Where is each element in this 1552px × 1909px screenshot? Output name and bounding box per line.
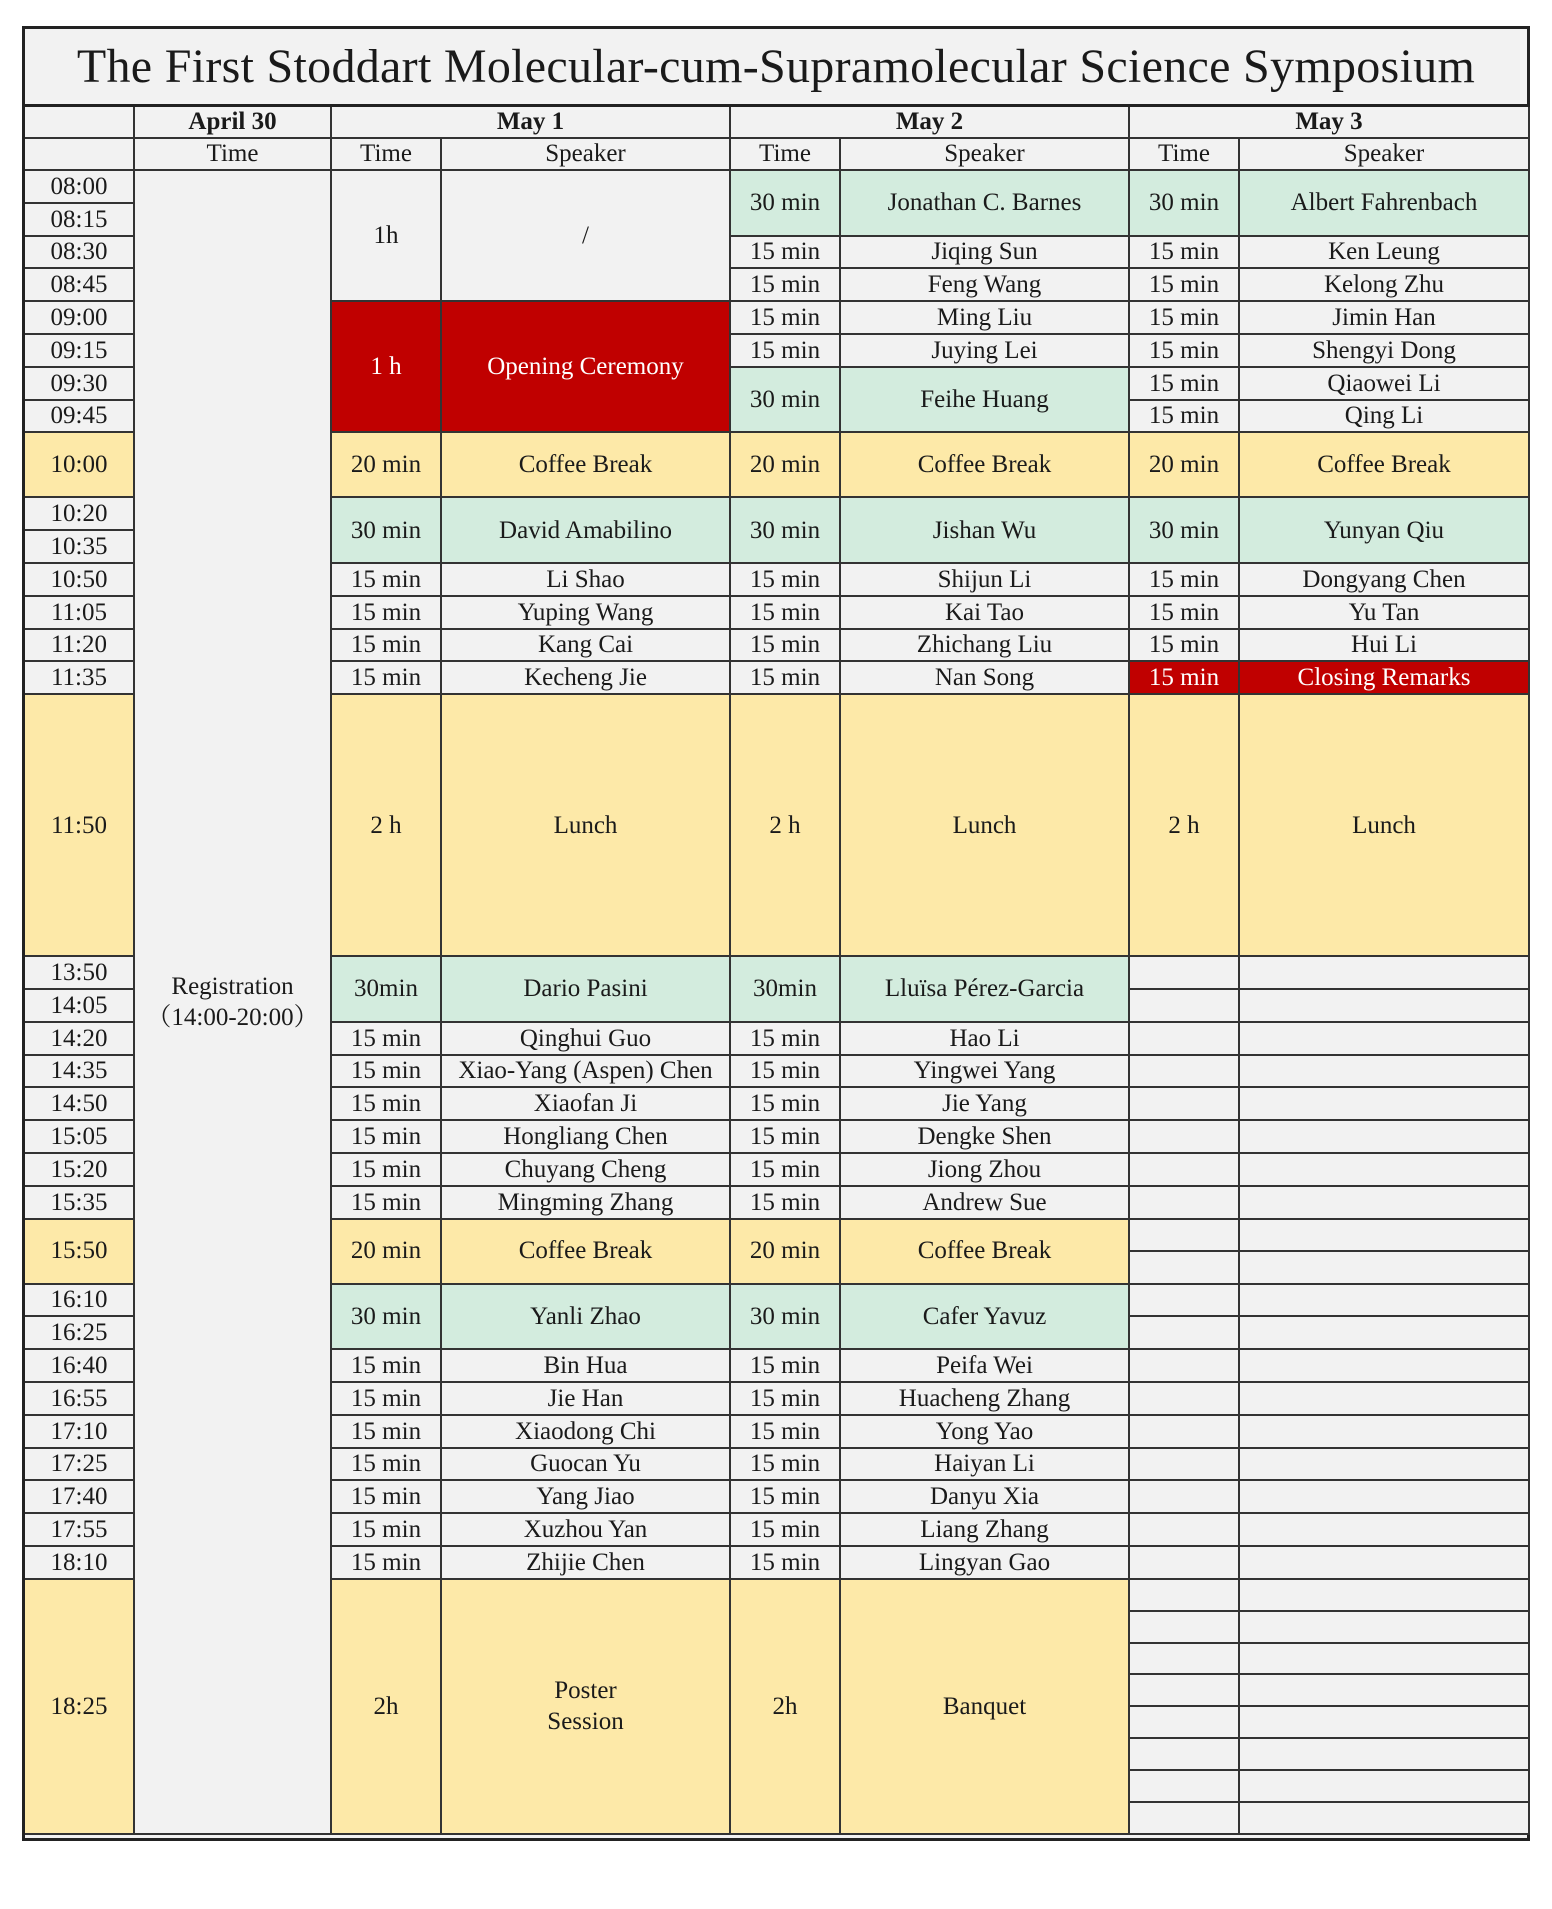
empty-cell: [1240, 1514, 1530, 1547]
empty-cell: [1240, 1612, 1530, 1644]
session-duration: 15 min: [731, 1023, 841, 1056]
session-duration: 2h: [731, 1580, 841, 1835]
session-duration: 15 min: [731, 1187, 841, 1220]
registration-cell: Registration （14:00-20:00）: [135, 171, 332, 1835]
time-slot: 16:10: [25, 1285, 135, 1318]
empty-cell: [1130, 1416, 1240, 1449]
session-speaker: Shengyi Dong: [1240, 335, 1530, 368]
empty-cell: [1130, 1449, 1240, 1482]
session-duration: 15 min: [332, 1121, 442, 1154]
session-duration: 2 h: [731, 695, 841, 957]
empty-cell: [1130, 990, 1240, 1023]
time-slot: 17:55: [25, 1514, 135, 1547]
empty-cell: [1130, 1154, 1240, 1187]
empty-cell: [1240, 1416, 1530, 1449]
session-speaker: Jimin Han: [1240, 302, 1530, 335]
session-duration: 15 min: [731, 335, 841, 368]
day-header-april30: April 30: [135, 107, 332, 139]
time-slot: 10:00: [25, 433, 135, 498]
time-slot: 08:30: [25, 237, 135, 270]
session-speaker: Chuyang Cheng: [442, 1154, 731, 1187]
time-slot: 14:05: [25, 990, 135, 1023]
session-duration: 15 min: [731, 1416, 841, 1449]
session-speaker: Coffee Break: [841, 1220, 1130, 1285]
time-slot: 09:00: [25, 302, 135, 335]
session-duration: 15 min: [731, 1514, 841, 1547]
session-duration: 15 min: [332, 1449, 442, 1482]
session-speaker: Xiaodong Chi: [442, 1416, 731, 1449]
session-duration: 15 min: [731, 662, 841, 695]
session-speaker: Yu Tan: [1240, 597, 1530, 630]
empty-cell: [1130, 1252, 1240, 1285]
time-slot: 17:25: [25, 1449, 135, 1482]
session-duration: 20 min: [731, 1220, 841, 1285]
empty-cell: [1240, 1547, 1530, 1580]
session-duration: 15 min: [731, 1121, 841, 1154]
session-duration: 2 h: [1130, 695, 1240, 957]
subheader-time: Time: [731, 139, 841, 171]
session-speaker: /: [442, 171, 731, 302]
time-slot: 16:55: [25, 1383, 135, 1416]
empty-cell: [1130, 1547, 1240, 1580]
empty-cell: [1130, 1220, 1240, 1253]
session-speaker: Qiaowei Li: [1240, 368, 1530, 401]
empty-cell: [1240, 1449, 1530, 1482]
time-slot: 16:40: [25, 1350, 135, 1383]
session-speaker: Xiao-Yang (Aspen) Chen: [442, 1056, 731, 1089]
empty-cell: [1130, 1514, 1240, 1547]
empty-cell: [1130, 1121, 1240, 1154]
session-duration: 15 min: [332, 1514, 442, 1547]
time-slot: 11:05: [25, 597, 135, 630]
session-speaker: Zhijie Chen: [442, 1547, 731, 1580]
session-speaker: Yang Jiao: [442, 1481, 731, 1514]
empty-cell: [1240, 1187, 1530, 1220]
session-speaker: Jie Han: [442, 1383, 731, 1416]
session-duration: 30 min: [1130, 171, 1240, 237]
session-speaker: Jonathan C. Barnes: [841, 171, 1130, 237]
session-duration: 30 min: [731, 368, 841, 434]
session-duration: 15 min: [332, 597, 442, 630]
header-blank: [25, 107, 135, 139]
day-header-may3: May 3: [1130, 107, 1530, 139]
empty-cell: [1240, 1317, 1530, 1350]
session-duration: 15 min: [1130, 597, 1240, 630]
time-slot: 11:50: [25, 695, 135, 957]
time-slot: 08:15: [25, 204, 135, 237]
session-speaker: Li Shao: [442, 564, 731, 597]
session-duration: 15 min: [332, 1481, 442, 1514]
session-duration: 15 min: [731, 1481, 841, 1514]
session-speaker: Kang Cai: [442, 630, 731, 663]
time-slot: 11:35: [25, 662, 135, 695]
empty-cell: [1240, 1285, 1530, 1318]
empty-cell: [1130, 1056, 1240, 1089]
empty-cell: [1240, 1121, 1530, 1154]
session-speaker: Yanli Zhao: [442, 1285, 731, 1351]
empty-cell: [1240, 1088, 1530, 1121]
session-speaker: Haiyan Li: [841, 1449, 1130, 1482]
empty-cell: [1240, 1056, 1530, 1089]
empty-cell: [1240, 957, 1530, 990]
subheader-speaker: Speaker: [442, 139, 731, 171]
time-slot: 08:45: [25, 269, 135, 302]
time-slot: 08:00: [25, 171, 135, 204]
empty-cell: [1130, 1023, 1240, 1056]
session-speaker: Jie Yang: [841, 1088, 1130, 1121]
empty-cell: [1240, 1739, 1530, 1771]
schedule-page: [22, 26, 1530, 1841]
session-speaker: Coffee Break: [442, 1220, 731, 1285]
time-slot: 10:50: [25, 564, 135, 597]
session-speaker: Coffee Break: [442, 433, 731, 498]
session-speaker: Jiqing Sun: [841, 237, 1130, 270]
session-speaker: Guocan Yu: [442, 1449, 731, 1482]
session-duration: 15 min: [332, 1023, 442, 1056]
subheader-time: Time: [332, 139, 442, 171]
session-duration: 15 min: [332, 564, 442, 597]
session-speaker: Nan Song: [841, 662, 1130, 695]
empty-cell: [1130, 1383, 1240, 1416]
empty-cell: [1240, 990, 1530, 1023]
session-duration: 20 min: [332, 433, 442, 498]
session-speaker: Kelong Zhu: [1240, 269, 1530, 302]
empty-cell: [1240, 1771, 1530, 1803]
session-duration: 15 min: [731, 302, 841, 335]
session-duration: 15 min: [731, 1088, 841, 1121]
session-speaker: Dongyang Chen: [1240, 564, 1530, 597]
session-duration: 15 min: [1130, 564, 1240, 597]
empty-cell: [1240, 1252, 1530, 1285]
empty-cell: [1240, 1350, 1530, 1383]
session-duration: 15 min: [731, 1383, 841, 1416]
empty-cell: [1130, 1771, 1240, 1803]
empty-cell: [1130, 1285, 1240, 1318]
session-duration: 15 min: [332, 1547, 442, 1580]
empty-cell: [1130, 1350, 1240, 1383]
session-speaker: Andrew Sue: [841, 1187, 1130, 1220]
session-speaker: Ken Leung: [1240, 237, 1530, 270]
empty-cell: [1130, 1644, 1240, 1676]
session-speaker: Yingwei Yang: [841, 1056, 1130, 1089]
empty-cell: [1240, 1220, 1530, 1253]
session-duration: 15 min: [332, 1350, 442, 1383]
empty-cell: [1240, 1803, 1530, 1835]
session-speaker: Peifa Wei: [841, 1350, 1130, 1383]
session-duration: 15 min: [1130, 237, 1240, 270]
time-slot: 17:40: [25, 1481, 135, 1514]
session-duration: 30 min: [731, 171, 841, 237]
session-duration: 15 min: [1130, 335, 1240, 368]
subheader-speaker: Speaker: [841, 139, 1130, 171]
session-speaker: Lunch: [442, 695, 731, 957]
session-duration: 1 h: [332, 302, 442, 433]
session-duration: 1h: [332, 171, 442, 302]
empty-cell: [1130, 1707, 1240, 1739]
session-speaker: Jishan Wu: [841, 498, 1130, 564]
session-duration: 15 min: [332, 1088, 442, 1121]
session-speaker: Closing Remarks: [1240, 662, 1530, 695]
subheader-time: Time: [1130, 139, 1240, 171]
session-speaker: Liang Zhang: [841, 1514, 1130, 1547]
session-speaker: Huacheng Zhang: [841, 1383, 1130, 1416]
session-speaker: Kecheng Jie: [442, 662, 731, 695]
empty-cell: [1240, 1644, 1530, 1676]
time-slot: 17:10: [25, 1416, 135, 1449]
session-speaker: Coffee Break: [1240, 433, 1530, 498]
time-slot: 14:20: [25, 1023, 135, 1056]
session-speaker: Dengke Shen: [841, 1121, 1130, 1154]
session-duration: 15 min: [1130, 401, 1240, 434]
session-duration: 15 min: [1130, 269, 1240, 302]
day-header-may2: May 2: [731, 107, 1130, 139]
time-slot: 13:50: [25, 957, 135, 990]
empty-cell: [1130, 1187, 1240, 1220]
session-speaker: Cafer Yavuz: [841, 1285, 1130, 1351]
session-speaker: Xiaofan Ji: [442, 1088, 731, 1121]
session-speaker: Hao Li: [841, 1023, 1130, 1056]
session-speaker: Zhichang Liu: [841, 630, 1130, 663]
empty-cell: [1240, 1023, 1530, 1056]
time-slot: 10:35: [25, 531, 135, 564]
time-slot: 15:50: [25, 1220, 135, 1285]
session-speaker: Coffee Break: [841, 433, 1130, 498]
session-duration: 15 min: [731, 237, 841, 270]
session-duration: 15 min: [731, 1056, 841, 1089]
empty-cell: [1240, 1383, 1530, 1416]
session-speaker: Xuzhou Yan: [442, 1514, 731, 1547]
session-duration: 15 min: [332, 1154, 442, 1187]
session-speaker: Bin Hua: [442, 1350, 731, 1383]
session-duration: 15 min: [731, 1154, 841, 1187]
session-speaker: Yuping Wang: [442, 597, 731, 630]
session-speaker: Shijun Li: [841, 564, 1130, 597]
page-title: The First Stoddart Molecular-cum-Supramolecular Science Symposium: [25, 29, 1527, 107]
day-header-may1: May 1: [332, 107, 731, 139]
empty-cell: [1130, 1088, 1240, 1121]
empty-cell: [1240, 1154, 1530, 1187]
session-speaker: Lluïsa Pérez-Garcia: [841, 957, 1130, 1023]
session-speaker: Albert Fahrenbach: [1240, 171, 1530, 237]
time-slot: 18:25: [25, 1580, 135, 1835]
empty-cell: [1130, 1612, 1240, 1644]
time-slot: 10:20: [25, 498, 135, 531]
time-slot: 15:20: [25, 1154, 135, 1187]
time-slot: 14:35: [25, 1056, 135, 1089]
session-speaker: Yunyan Qiu: [1240, 498, 1530, 564]
session-duration: 30 min: [332, 1285, 442, 1351]
empty-cell: [1130, 1481, 1240, 1514]
session-duration: 2 h: [332, 695, 442, 957]
session-duration: 15 min: [731, 269, 841, 302]
session-duration: 30min: [332, 957, 442, 1023]
session-speaker: Dario Pasini: [442, 957, 731, 1023]
empty-cell: [1130, 1739, 1240, 1771]
session-speaker: Qing Li: [1240, 401, 1530, 434]
session-speaker: Juying Lei: [841, 335, 1130, 368]
session-duration: 20 min: [332, 1220, 442, 1285]
session-duration: 15 min: [332, 662, 442, 695]
subheader-speaker: Speaker: [1240, 139, 1530, 171]
session-duration: 20 min: [731, 433, 841, 498]
empty-cell: [1240, 1481, 1530, 1514]
session-duration: 15 min: [332, 630, 442, 663]
session-speaker: Lingyan Gao: [841, 1547, 1130, 1580]
session-speaker: Mingming Zhang: [442, 1187, 731, 1220]
session-duration: 15 min: [1130, 662, 1240, 695]
session-duration: 30min: [731, 957, 841, 1023]
session-speaker: Banquet: [841, 1580, 1130, 1835]
session-duration: 15 min: [332, 1187, 442, 1220]
session-speaker: Feng Wang: [841, 269, 1130, 302]
session-duration: 15 min: [731, 564, 841, 597]
session-duration: 30 min: [1130, 498, 1240, 564]
time-slot: 16:25: [25, 1317, 135, 1350]
session-duration: 15 min: [731, 1449, 841, 1482]
session-duration: 15 min: [1130, 630, 1240, 663]
session-speaker: Hui Li: [1240, 630, 1530, 663]
time-slot: 15:35: [25, 1187, 135, 1220]
session-duration: 15 min: [332, 1416, 442, 1449]
empty-cell: [1240, 1707, 1530, 1739]
session-duration: 2h: [332, 1580, 442, 1835]
time-slot: 09:15: [25, 335, 135, 368]
session-speaker: Jiong Zhou: [841, 1154, 1130, 1187]
session-duration: 15 min: [731, 597, 841, 630]
time-slot: 09:45: [25, 401, 135, 434]
empty-cell: [1240, 1580, 1530, 1612]
session-speaker: Opening Ceremony: [442, 302, 731, 433]
session-speaker: David Amabilino: [442, 498, 731, 564]
session-speaker: Qinghui Guo: [442, 1023, 731, 1056]
subheader-time: Time: [135, 139, 332, 171]
empty-cell: [1130, 1803, 1240, 1835]
session-duration: 15 min: [731, 1350, 841, 1383]
empty-cell: [1130, 957, 1240, 990]
session-duration: 15 min: [1130, 302, 1240, 335]
session-duration: 30 min: [731, 1285, 841, 1351]
time-slot: 15:05: [25, 1121, 135, 1154]
session-speaker: Lunch: [841, 695, 1130, 957]
session-duration: 15 min: [731, 630, 841, 663]
session-duration: 30 min: [731, 498, 841, 564]
session-speaker: Ming Liu: [841, 302, 1130, 335]
session-speaker: Feihe Huang: [841, 368, 1130, 434]
session-duration: 15 min: [332, 1056, 442, 1089]
time-slot: 11:20: [25, 630, 135, 663]
time-slot: 14:50: [25, 1088, 135, 1121]
session-speaker: Yong Yao: [841, 1416, 1130, 1449]
session-duration: 30 min: [332, 498, 442, 564]
time-slot: 18:10: [25, 1547, 135, 1580]
session-speaker: Lunch: [1240, 695, 1530, 957]
session-speaker: Hongliang Chen: [442, 1121, 731, 1154]
session-duration: 15 min: [731, 1547, 841, 1580]
session-duration: 20 min: [1130, 433, 1240, 498]
subheader-blank: [25, 139, 135, 171]
session-duration: 15 min: [332, 1383, 442, 1416]
time-slot: 09:30: [25, 368, 135, 401]
empty-cell: [1240, 1675, 1530, 1707]
empty-cell: [1130, 1675, 1240, 1707]
session-speaker: Danyu Xia: [841, 1481, 1130, 1514]
empty-cell: [1130, 1580, 1240, 1612]
session-speaker: Kai Tao: [841, 597, 1130, 630]
session-speaker: Poster Session: [442, 1580, 731, 1835]
empty-cell: [1130, 1317, 1240, 1350]
session-duration: 15 min: [1130, 368, 1240, 401]
